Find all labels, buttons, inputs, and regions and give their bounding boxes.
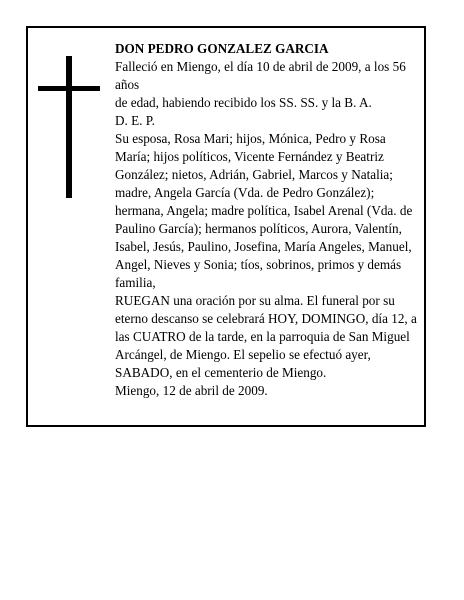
funeral-details: RUEGAN una oración por su alma. El funeral por su eterno descanso se celebrará HOY, DOMINGO, día 12, a las CUATRO de la tarde, en la parroquia de San Miguel Arcángel, de Miengo. El sepelio se efectuó ayer, SABADO, en el cementerio de Miengo. xyxy=(115,293,417,380)
obituary-notice xyxy=(26,26,426,427)
death-announcement: Falleció en Miengo, el día 10 de abril de 2009, a los 56 años xyxy=(115,59,406,92)
notice-text xyxy=(115,40,423,400)
rip-line: D. E. P. xyxy=(115,113,155,128)
family-list: Su esposa, Rosa Mari; hijos, Mónica, Pedro y Rosa María; hijos políticos, Vicente Fernández y Beatriz González; nietos, Adrián, Gabriel, Marcos y Natalia; madre, Angela García (Vda. de Pedro González); hermana, Angela; madre política, Isabel Arenal (Vda. de Paulino García); hermanos políticos, Aurora, Valentín, Isabel, Jesús, Paulino, Josefina, María Angeles, Manuel, Angel, Nieves y Sonia; tíos, sobrinos, primos y demás familia, xyxy=(115,131,413,290)
sacraments-line: de edad, habiendo recibido los SS. SS. y la B. A. xyxy=(115,95,372,110)
cross-horizontal-bar xyxy=(38,86,100,91)
cross-vertical-bar xyxy=(66,56,72,198)
place-and-date: Miengo, 12 de abril de 2009. xyxy=(115,383,268,398)
deceased-name: DON PEDRO GONZALEZ GARCIA xyxy=(115,41,329,56)
latin-cross-icon xyxy=(38,56,100,198)
